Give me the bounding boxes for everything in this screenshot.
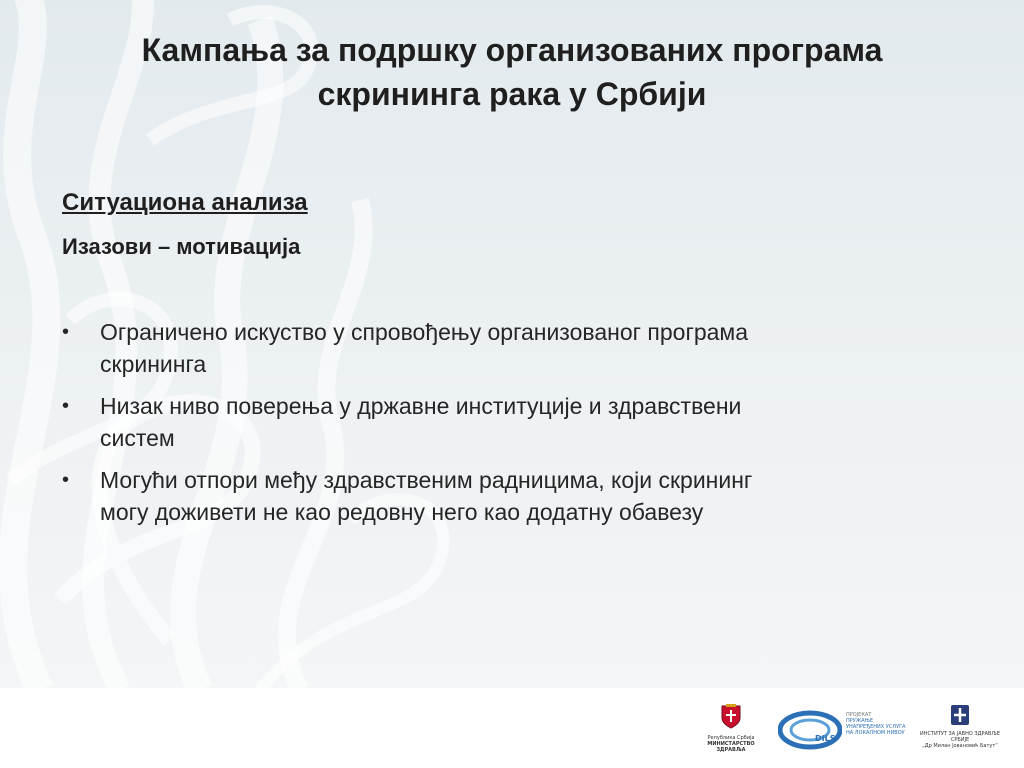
slide-title <box>60 28 964 116</box>
institute-line-2: „Др Милан Јовановић Батут“ <box>922 743 998 749</box>
dils-text <box>846 712 918 736</box>
ministry-of-health-logo <box>698 704 764 758</box>
bullet-item <box>62 316 962 380</box>
bullet-icon: • <box>62 321 70 343</box>
section-subheading: Изазови – мотивација <box>62 234 301 259</box>
bullet-text-line: могу доживети не као редовну него као додатну обавезу <box>100 499 704 525</box>
dils-text-line: УНАПРЕЂЕНИХ УСЛУГА <box>846 724 906 730</box>
bullet-text-line: систем <box>100 425 175 451</box>
bullet-text-line: Низак ниво поверења у државне институције и здравствени <box>100 393 742 419</box>
bullet-item <box>62 390 962 454</box>
bullet-text-line: Могући отпори међу здравственим радницима, који скрининг <box>100 467 753 493</box>
ministry-line-2: МИНИСТАРСТВО ЗДРАВЉА <box>707 741 755 753</box>
dils-logo-icon <box>778 710 842 750</box>
bullet-item <box>62 464 962 528</box>
bullet-list <box>62 316 962 538</box>
institute-emblem-icon <box>950 704 970 726</box>
dils-text-line: ПРУЖАЊЕ <box>846 718 874 724</box>
dils-text-line: ПРОЈЕКАТ <box>846 712 872 718</box>
serbian-coat-of-arms-icon <box>720 704 742 730</box>
institute-line-1: ИНСТИТУТ ЗА ЈАВНО ЗДРАВЉЕ СРБИЈЕ <box>920 731 1000 743</box>
title-line-2: скрининга рака у Србији <box>317 76 707 112</box>
public-health-institute-logo <box>920 704 1000 752</box>
bullet-text-line: скрининга <box>100 351 207 377</box>
bullet-icon: • <box>62 395 70 417</box>
bullet-text-line: Ограничено искуство у спровођењу организованог програма <box>100 319 749 345</box>
bullet-icon: • <box>62 469 70 491</box>
dils-project-logo <box>778 710 918 750</box>
section-heading: Ситуациона анализа <box>62 189 308 216</box>
svg-text:DILS: DILS <box>815 734 836 743</box>
ministry-line-1: Република Србија <box>707 735 755 741</box>
title-line-1: Кампања за подршку организованих програма <box>141 32 883 68</box>
dils-text-line: НА ЛОКАЛНОМ НИВОУ <box>846 730 905 736</box>
